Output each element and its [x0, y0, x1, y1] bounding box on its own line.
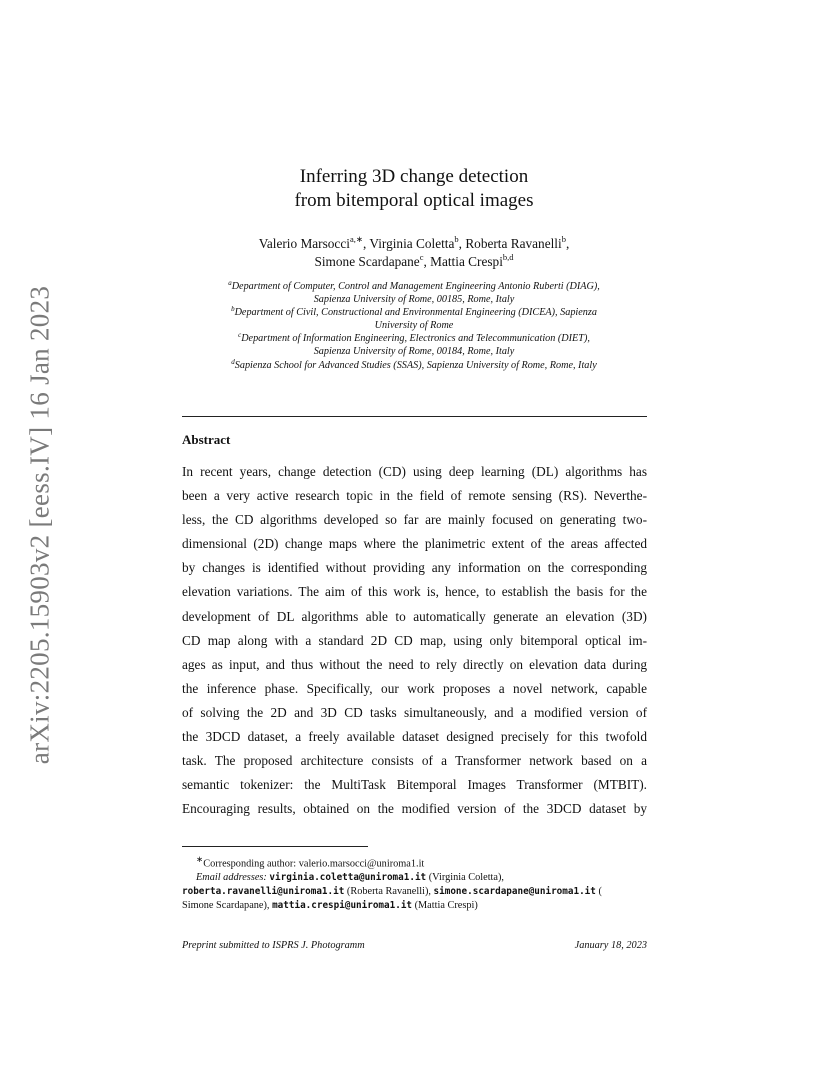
- abstract-heading: Abstract: [182, 432, 231, 447]
- affil-text: Department of Civil, Constructional and Environmental Engineering (DICEA), Sapienza: [234, 307, 597, 319]
- email-owner: (Mattia Crespi): [414, 900, 478, 912]
- affil-mark: a: [228, 279, 232, 287]
- abstract-line: the inference phase. Specifically, our work proposes a novel network, capable: [182, 680, 647, 696]
- abstract-line: been a very active research topic in the field of remote sensing (RS). Neverthe-: [182, 488, 647, 504]
- footer-journal: Preprint submitted to ISPRS J. Photogramm: [182, 940, 365, 951]
- abstract-line: development of DL algorithms able to automatically generate an elevation (3D): [182, 608, 647, 624]
- affil-text: University of Rome: [374, 320, 454, 332]
- email-line-3: [182, 899, 647, 913]
- email-owner: (Roberta Ravanelli),: [346, 886, 431, 898]
- author-name: Virginia Coletta: [369, 236, 455, 251]
- author-affil-mark: b: [454, 234, 459, 244]
- abstract-line: semantic tokenizer: the MultiTask Bitemporal Images Transformer (MTBIT).: [182, 777, 647, 793]
- affil-text: Sapienza School for Advanced Studies (SSAS), Sapienza University of Rome, Rome, Italy: [234, 359, 597, 371]
- author-affil-mark: a,∗: [349, 234, 363, 244]
- author-list: [0, 235, 828, 271]
- footnote-marker: ∗: [196, 854, 204, 864]
- abstract-body: [182, 460, 647, 821]
- affil-mark: d: [231, 357, 235, 366]
- email-owner: Simone Scardapane),: [182, 900, 270, 912]
- author-affil-mark: b: [561, 234, 566, 244]
- author-affil-mark: b,d: [502, 252, 514, 262]
- affil-mark: b: [231, 305, 235, 314]
- abstract-line: less, the CD algorithms developed so far are mainly focused on generating two-: [182, 512, 647, 528]
- arxiv-identifier: arXiv:2205.15903v2 [eess.IV] 16 Jan 2023: [24, 285, 55, 765]
- abstract-line: ages as input, and thus without the need to rely directly on elevation data during: [182, 656, 647, 672]
- author-separator: ,: [362, 236, 370, 251]
- abstract-line: In recent years, change detection (CD) using deep learning (DL) algorithms has: [182, 464, 647, 479]
- abstract-line: task. The proposed architecture consists of a Transformer network based on a: [182, 753, 647, 769]
- affil-mark: c: [238, 331, 242, 340]
- author-line-1: [0, 235, 828, 253]
- abstract-line: of solving the 2D and 3D CD tasks simultaneously, and a modified version of: [182, 704, 647, 720]
- email-link[interactable]: mattia.crespi@uniroma1.it: [272, 900, 413, 912]
- email-owner: (Virginia Coletta),: [428, 872, 504, 884]
- affiliation-b: [180, 306, 648, 332]
- email-link[interactable]: roberta.ravanelli@uniroma1.it: [182, 886, 345, 898]
- abstract-line: the 3DCD dataset, a freely available dataset designed precisely for this twofold: [182, 729, 647, 745]
- affiliation-d: [180, 359, 648, 372]
- email-link[interactable]: simone.scardapane@uniroma1.it: [433, 886, 596, 898]
- affiliations: [180, 280, 648, 372]
- affil-text: Sapienza University of Rome, 00184, Rome, Italy: [313, 346, 515, 358]
- abstract-line: Encouraging results, obtained on the modified version of the 3DCD dataset by: [182, 801, 647, 817]
- corresponding-author-note: [182, 852, 647, 871]
- email-line-1: [182, 871, 647, 885]
- author-separator: ,: [565, 236, 570, 251]
- author-affil-mark: c: [419, 252, 424, 262]
- arxiv-stamp: [20, 280, 60, 770]
- title-line-2: from bitemporal optical images: [294, 190, 534, 211]
- footnotes: [182, 852, 647, 913]
- paper-title: [0, 165, 828, 213]
- author-separator: ,: [423, 254, 431, 269]
- affiliation-a: [180, 280, 648, 306]
- affil-text: Sapienza University of Rome, 00185, Rome, Italy: [313, 294, 515, 306]
- footnote-rule: [182, 846, 368, 847]
- author-line-2: [0, 253, 828, 271]
- email-owner: (: [598, 886, 602, 898]
- affil-text: Department of Information Engineering, Electronics and Telecommunication (DIET),: [241, 333, 590, 345]
- email-label: Email addresses:: [196, 872, 267, 884]
- abstract-top-rule: [182, 416, 647, 417]
- author-name: Roberta Ravanelli: [465, 236, 562, 251]
- affil-text: Department of Computer, Control and Management Engineering Antonio Ruberti (DIAG),: [231, 281, 600, 292]
- email-link[interactable]: virginia.coletta@uniroma1.it: [269, 872, 427, 884]
- corresponding-author-text: Corresponding author: valerio.marsocci@uniroma1.it: [203, 858, 425, 870]
- author-name: Mattia Crespi: [430, 254, 503, 269]
- author-name: Valerio Marsocci: [258, 236, 350, 251]
- email-line-2: [182, 885, 647, 899]
- author-separator: ,: [458, 236, 466, 251]
- title-line-1: Inferring 3D change detection: [299, 166, 529, 187]
- abstract-line: dimensional (2D) change maps where the planimetric extent of the areas affected: [182, 536, 647, 552]
- abstract-line: CD map along with a standard 2D CD map, using only bitemporal optical im-: [182, 632, 647, 648]
- abstract-line: by changes is identified without providing any information on the corresponding: [182, 560, 647, 576]
- footer-date: January 18, 2023: [574, 940, 647, 951]
- abstract-line: elevation variations. The aim of this work is, hence, to establish the basis for the: [182, 584, 647, 600]
- author-name: Simone Scardapane: [314, 254, 420, 269]
- affiliation-c: [180, 332, 648, 358]
